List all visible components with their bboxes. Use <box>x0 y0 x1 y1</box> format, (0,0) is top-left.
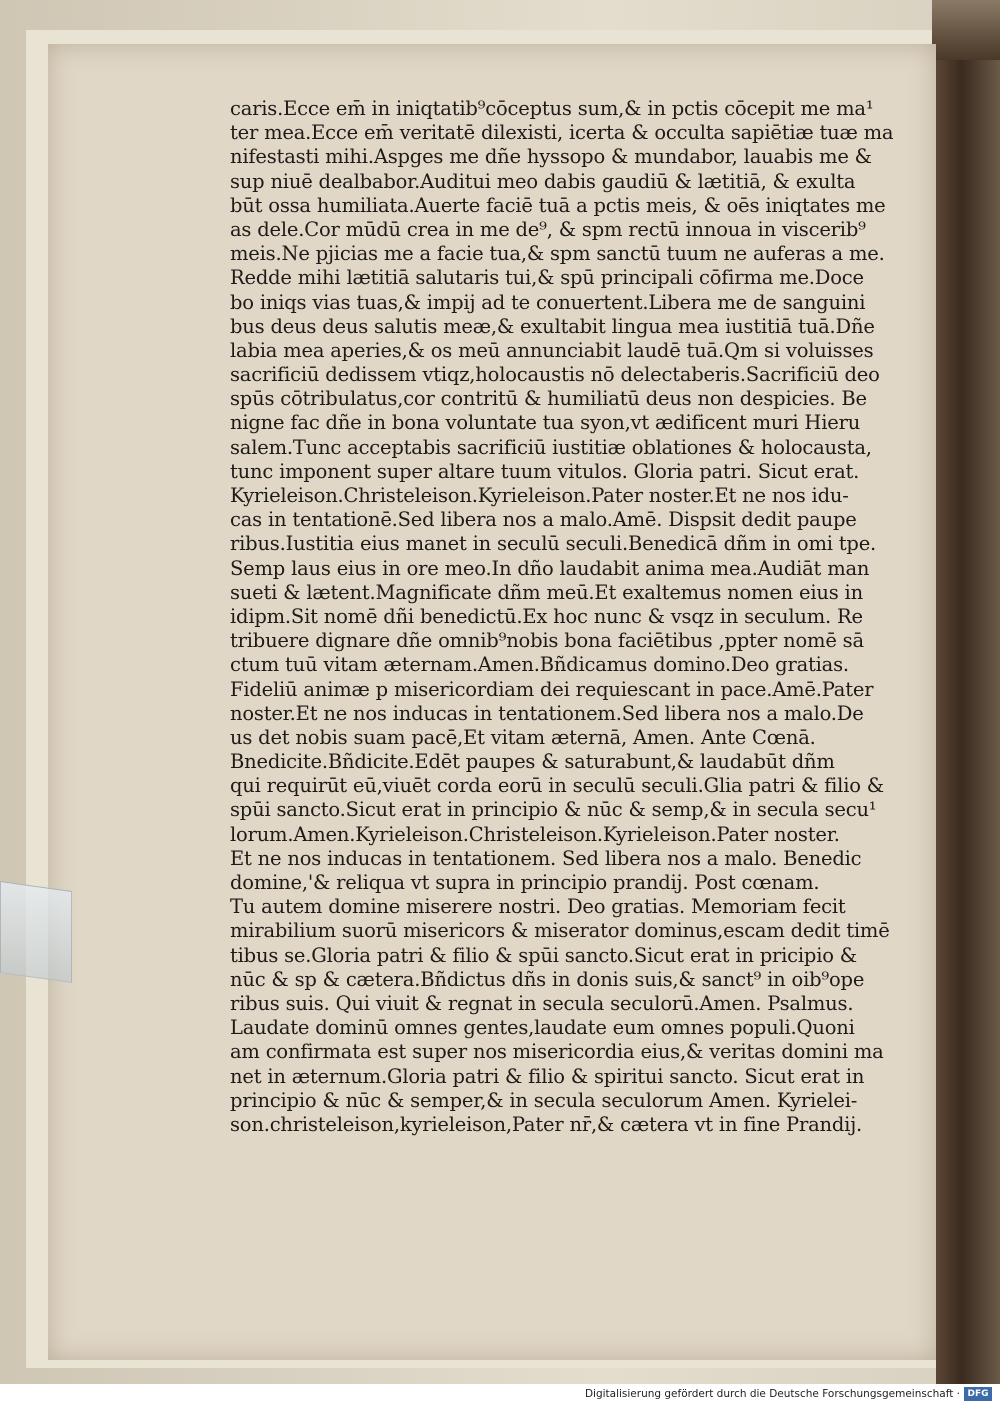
text-line: cas in tentationē.Sed libera nos a malo.Amē. Dispsit dedit paupe <box>230 508 857 532</box>
text-line: Kyrieleison.Christeleison.Kyrieleison.Pater noster.Et ne nos idu- <box>230 484 849 507</box>
text-line: as dele.Cor mūdū crea in me de⁹, & spm rectū innoua in viscerib⁹ <box>230 217 866 241</box>
text-line: am confirmata est super nos misericordia eius,& veritas domini ma <box>230 1040 884 1064</box>
text-line: tibus se.Gloria patri & filio & spūi sancto.Sicut erat in pricipio & <box>230 943 857 967</box>
text-line: spūi sancto.Sicut erat in principio & nūc & semp,& in secula secu¹ <box>230 798 877 822</box>
text-line: net in æternum.Gloria patri & filio & spiritui sancto. Sicut erat in <box>230 1064 865 1088</box>
text-line: tunc imponent super altare tuum vitulos. Gloria patri. Sicut erat. <box>230 459 860 483</box>
text-line: lorum.Amen.Kyrieleison.Christeleison.Kyrieleison.Pater noster. <box>230 822 840 846</box>
text-line: domine,'& reliqua vt supra in principio prandij. Post cœnam. <box>230 871 820 894</box>
text-line: tribuere dignare dñe omnib⁹nobis bona faciētibus ,ppter nomē sā <box>230 629 864 653</box>
text-line: nūc & sp & cætera.Bñdictus dñs in donis suis,& sanct⁹ in oib⁹ope <box>230 967 865 991</box>
text-line: ctum tuū vitam æternam.Amen.Bñdicamus domino.Deo gratias. <box>230 653 849 677</box>
text-line: Fideliū animæ p misericordiam dei requiescant in pace.Amē.Pater <box>230 677 874 701</box>
text-line: caris.Ecce em̄ in iniqtatib⁹cōceptus sum,& in pctis cōcepit me ma¹ <box>230 97 874 120</box>
dfg-logo: DFG <box>964 1387 992 1401</box>
text-line: us det nobis suam pacē,Et vitam æternā, Amen. Ante Cœnā. <box>230 725 816 749</box>
text-line: sueti & lætent.Magnificate dñm meū.Et exaltemus nomen eius in <box>230 580 863 604</box>
text-line: Laudate dominū omnes gentes,laudate eum omnes populi.Quoni <box>230 1016 855 1040</box>
text-line: ribus suis. Qui viuit & regnat in secula seculorū.Amen. Psalmus. <box>230 991 854 1015</box>
text-line: principio & nūc & semper,& in secula seculorum Amen. Kyrielei- <box>230 1088 858 1112</box>
text-line: noster.Et ne nos inducas in tentationem.Sed libera nos a malo.De <box>230 701 864 725</box>
text-line: son.christeleison,kyrieleison,Pater nr̄,& cætera vt in fine Prandij. <box>230 1112 863 1136</box>
text-line: meis.Ne pjicias me a facie tua,& spm sanctū tuum ne auferas a me. <box>230 242 885 266</box>
text-line: ribus.Iustitia eius manet in seculū seculi.Benedicā dñm in omi tpe. <box>230 532 877 556</box>
binding-spine-top <box>932 0 1000 60</box>
text-line: nigne fac dñe in bona voluntate tua syon,vt ædificent muri Hieru <box>230 411 861 435</box>
text-line: Et ne nos inducas in tentationem. Sed libera nos a malo. Benedic <box>230 846 862 870</box>
text-line: labia mea aperies,& os meū annunciabit laudē tuā.Qm si voluisses <box>230 338 874 362</box>
text-line: Tu autem domine miserere nostri. Deo gratias. Memoriam fecit <box>230 895 846 919</box>
text-line: sup niuē dealbabor.Auditui meo dabis gaudiū & lætitiā, & exulta <box>230 169 856 193</box>
text-line: sacrificiū dedissem vtiqz,holocaustis nō delectaberis.Sacrificiū deo <box>230 363 880 387</box>
text-line: Redde mihi lætitiā salutaris tui,& spū principali cōfirma me.Doce <box>230 266 864 290</box>
printed-text-block <box>230 97 910 1137</box>
text-line: idipm.Sit nomē dñi benedictū.Ex hoc nunc & vsqz in seculum. Re <box>230 604 863 628</box>
text-line: nifestasti mihi.Aspges me dñe hyssopo & mundabor, lauabis me & <box>230 145 872 169</box>
text-line: Semp laus eius in ore meo.In dño laudabit anima mea.Audiāt man <box>230 556 870 580</box>
text-line: ter mea.Ecce em̄ veritatē dilexisti, icerta & occulta sapiētiæ tuæ ma <box>230 121 894 145</box>
text-line: spūs cōtribulatus,cor contritū & humiliatū deus non despicies. Be <box>230 387 867 411</box>
text-line: būt ossa humiliata.Auerte faciē tuā a pctis meis, & oēs iniqtates me <box>230 193 886 217</box>
text-line: salem.Tunc acceptabis sacrificiū iustitiæ oblationes & holocausta, <box>230 435 872 459</box>
text-line: bo iniqs vias tuas,& impij ad te conuertent.Libera me de sanguini <box>230 290 866 314</box>
text-line: mirabilium suorū misericors & miserator dominus,escam dedit timē <box>230 919 890 943</box>
binding-spine <box>936 0 1000 1384</box>
glass-weight-strap <box>0 881 72 983</box>
text-line: Bnedicite.Bñdicite.Edēt paupes & saturabunt,& laudabūt dñm <box>230 750 835 774</box>
funding-note: Digitalisierung gefördert durch die Deutsche Forschungsgemeinschaft · <box>584 1388 960 1400</box>
text-line: qui requirūt eū,viuēt corda eorū in seculū seculi.Glia patri & filio & <box>230 774 884 798</box>
text-line: bus deus deus salutis meæ,& exultabit lingua mea iustitiā tuā.Dñe <box>230 314 875 338</box>
